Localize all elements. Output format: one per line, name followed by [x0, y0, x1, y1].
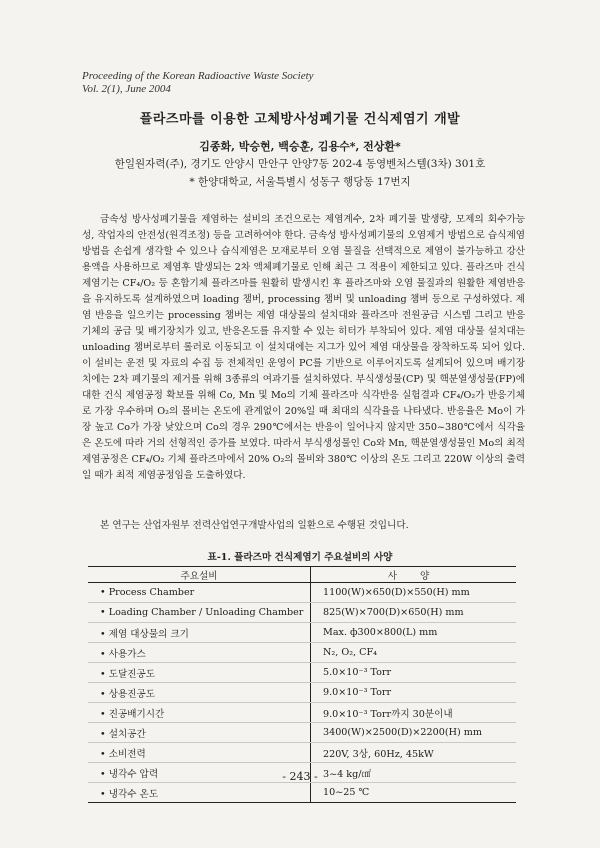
table-row [88, 703, 516, 723]
equipment-cell: • 사용가스 [88, 643, 311, 663]
table-row [88, 723, 516, 743]
spec-cell: N₂, O₂, CF₄ [311, 643, 517, 663]
page-number: - 243 - [282, 770, 318, 783]
equipment-cell: • 소비전력 [88, 743, 311, 763]
table-row [88, 743, 516, 763]
table-header-row [88, 567, 516, 583]
equipment-cell: • 냉각수 압력 [88, 763, 311, 783]
journal-volume: Vol. 2(1), June 2004 [82, 83, 171, 95]
table-caption: 표-1. 플라즈마 건식제염기 주요설비의 사양 [207, 552, 393, 563]
author-list: 김종화, 박승현, 백승훈, 김용수*, 전상환* [199, 140, 401, 153]
spec-cell: 10~25 ℃ [311, 783, 517, 803]
spec-cell: 825(W)×700(D)×650(H) mm [311, 603, 517, 623]
table-row [88, 683, 516, 703]
abstract-paragraph: 금속성 방사성폐기물을 제염하는 설비의 조건으로는 제염계수, 2차 폐기물 발생량, 모제의 회수가능성, 작업자의 안전성(원격조정) 등을 고려하여야 한다. 금속성 방사성폐기물의 오염제거 방법으로 습식제염 방법을 손쉽게 생각할 수 있으나 습식제염은 모재로부터 오염 물질을 선택적으로 제염이 불가능하고 강산 용액을 사용하므로 제염후 발생되는 2차 액체폐기물로 인해 최근 그 적용이 제한되고 있다. 플라즈마 건식제염기는 CF₄/O₂ 등 혼합기체 플라즈마를 원활히 발생시킨 후 플라즈마와 오염 물질과의 원활한 제염반응을 유지하도록 설계하였으며 loading 챔버, processing 챔버 및 unloading 챔버 등으로 구성하였다. 제염 반응을 일으키는 processing 챔버는 제염 대상물의 설치대와 플라즈마 전원공급 시스템 그리고 반응 기체의 공급 및 배기장치가 있고, 반응온도를 유지할 수 있는 히터가 부착되어 있다. 제염 대상물 설치대는 unloading 챔버로부터 롤러로 이동되고 이 설치대에는 지그가 있어 제염 대상물을 장착하도록 되어 있다. 이 설비는 운전 및 자료의 수집 등 전체적인 운영이 PC를 기반으로 이루어지도록 설계되어 있으며 배기장치에는 2차 폐기물의 제거를 위해 3종류의 여과기를 설치하였다. 부식생성물(CP) 및 핵분열생성물(FP)에 대한 건식 제염공정 확보를 위해 Co, Mn 및 Mo의 기체 플라즈마 식각반응 실험결과 CF₄/O₂가 반응기체로 가장 우수하며 O₂의 몰비는 온도에 관계없이 20%일 때 최대의 식각율을 나타냈다. 반응율은 Mo이 가장 높고 Co가 가장 낮았으며 Co의 경우 290℃에서는 반응이 일어나지 않지만 350~380℃에서 식각율은 온도에 따라 거의 선형적인 증가를 보였다. 따라서 부식생성물인 Co와 Mn, 핵분열생성물인 Mo의 최적 제염공정은 CF₄/O₂ 기체 플라즈마에서 20% O₂의 몰비와 380℃ 이상의 온도 그리고 220W 이상의 출력일 때가 최적 제염공정임을 도출하였다. [82, 214, 525, 481]
equipment-cell: • 설치공간 [88, 723, 311, 743]
column-header-equipment: 주요설비 [88, 567, 311, 583]
spec-cell: 5.0×10⁻³ Torr [311, 663, 517, 683]
spec-cell: 220V, 3상, 60Hz, 45kW [311, 743, 517, 763]
paper-title: 플라즈마를 이용한 고체방사성폐기물 건식제염기 개발 [139, 112, 461, 127]
spec-cell: 3400(W)×2500(D)×2200(H) mm [311, 723, 517, 743]
equipment-cell: • 상용진공도 [88, 683, 311, 703]
spec-cell: 9.0×10⁻³ Torr까지 30분이내 [311, 703, 517, 723]
equipment-cell: • Process Chamber [88, 583, 311, 603]
affiliation-primary: 한일원자력(주), 경기도 안양시 만안구 안양7동 202-4 동영벤처스텔(3차) 301호 [114, 158, 486, 170]
table-row [88, 583, 516, 603]
equipment-cell: • 진공배기시간 [88, 703, 311, 723]
table-row [88, 783, 516, 803]
table-row [88, 623, 516, 643]
equipment-cell: • 도달진공도 [88, 663, 311, 683]
spec-cell: 3~4 kg/㎠ [311, 763, 517, 783]
column-header-spec: 사 양 [311, 567, 517, 583]
spec-cell: Max. ф300×800(L) mm [311, 623, 517, 643]
table-row [88, 643, 516, 663]
table-row [88, 603, 516, 623]
specification-table [88, 566, 516, 803]
journal-header [82, 70, 314, 96]
journal-name: Proceeding of the Korean Radioactive Waste Society [82, 70, 314, 82]
equipment-cell: • Loading Chamber / Unloading Chamber [88, 603, 311, 623]
equipment-cell: • 제염 대상물의 크기 [88, 623, 311, 643]
acknowledgement: 본 연구는 산업자원부 전력산업연구개발사업의 일환으로 수행된 것입니다. [100, 520, 409, 531]
equipment-cell: • 냉각수 온도 [88, 783, 311, 803]
table-row [88, 663, 516, 683]
spec-cell: 9.0×10⁻³ Torr [311, 683, 517, 703]
spec-cell: 1100(W)×650(D)×550(H) mm [311, 583, 517, 603]
affiliation-secondary: * 한양대학교, 서울특별시 성동구 행당동 17번지 [189, 176, 411, 188]
